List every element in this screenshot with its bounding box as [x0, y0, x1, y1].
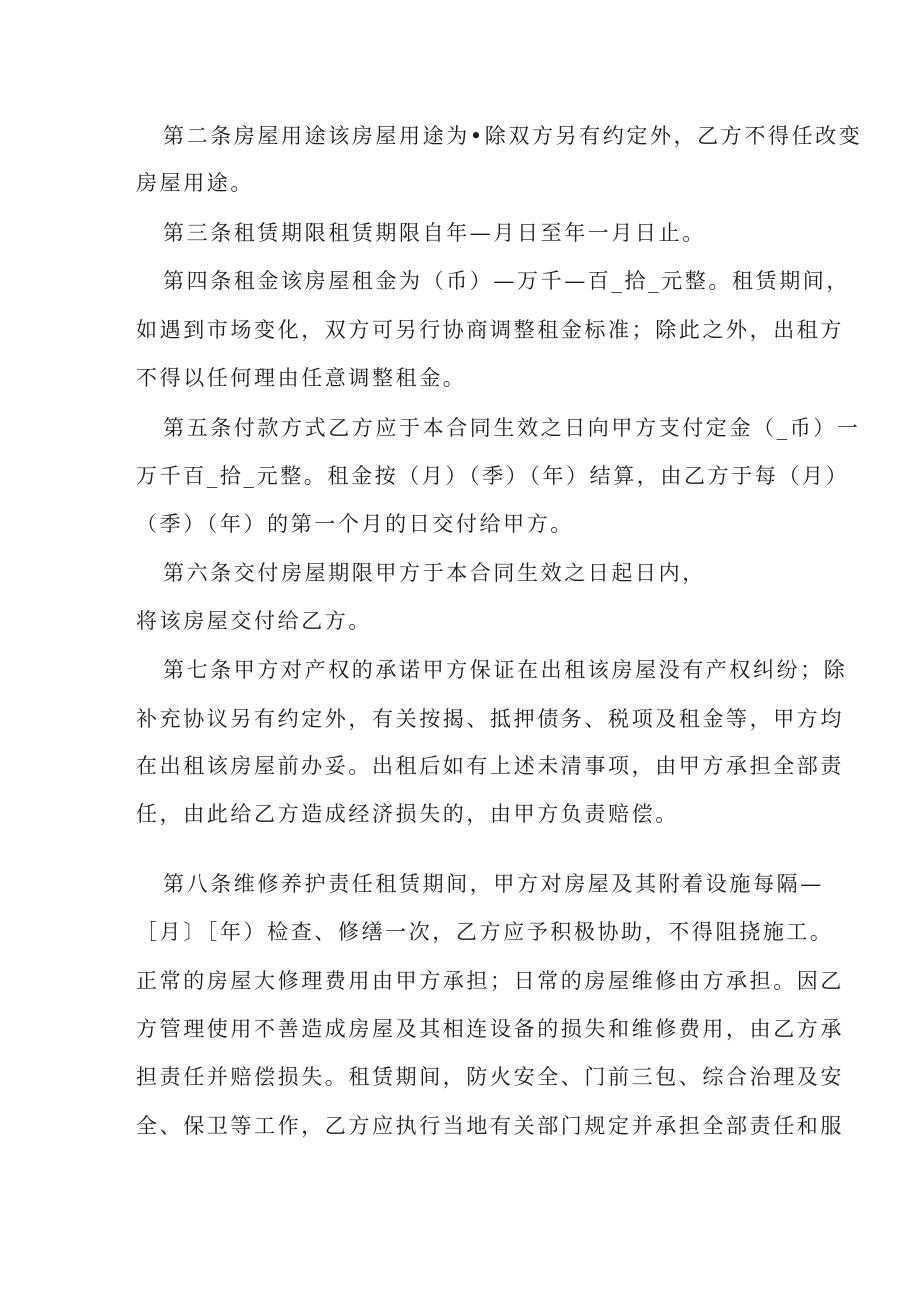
text-line-8: 万千百_拾_元整。租金按（月）（季）（年）结算，由乙方于每（月） — [136, 464, 850, 488]
text-line-1: 第二条房屋用途该房屋用途为•除双方另有约定外，乙方不得任改变 — [163, 124, 863, 148]
text-line-18: 正常的房屋大修理费用由甲方承担；日常的房屋维修由方承担。因乙 — [136, 969, 844, 993]
text-line-2: 房屋用途。 — [136, 171, 254, 195]
text-line-13: 补充协议另有约定外，有关按揭、抵押债务、税项及租金等，甲方均 — [136, 707, 844, 731]
text-line-14: 在出租该房屋前办妥。出租后如有上述未清事项，由甲方承担全部责 — [136, 754, 844, 778]
text-line-9: （季）（年）的第一个月的日交付给甲方。 — [136, 512, 574, 536]
text-line-11: 将该房屋交付给乙方。 — [136, 609, 372, 633]
text-line-10: 第六条交付房屋期限甲方于本合同生效之日起日内， — [163, 561, 706, 585]
text-line-4: 第四条租金该房屋租金为（币）—万千—百_拾_元整。租赁期间， — [163, 269, 850, 293]
text-line-17: ［月〕［年）检查、修缮一次，乙方应予积极协助，不得阻挠施工。 — [136, 920, 834, 944]
text-line-21: 全、保卫等工作，乙方应执行当地有关部门规定并承担全部责任和服 — [136, 1114, 844, 1138]
text-line-7: 第五条付款方式乙方应于本合同生效之日向甲方支付定金（_币）一 — [163, 416, 861, 440]
text-line-20: 担责任并赔偿损失。租赁期间，防火安全、门前三包、综合治理及安 — [136, 1065, 844, 1089]
text-line-12: 第七条甲方对产权的承诺甲方保证在出租该房屋没有产权纠纷；除 — [163, 658, 848, 682]
text-line-6: 不得以任何理由任意调整租金。 — [136, 366, 467, 390]
text-line-15: 任，由此给乙方造成经济损失的，由甲方负责赔偿。 — [136, 802, 679, 826]
text-line-5: 如遇到市场变化，双方可另行协商调整租金标准；除此之外，出租方 — [136, 318, 844, 342]
text-line-19: 方管理使用不善造成房屋及其相连设备的损失和维修费用，由乙方承 — [136, 1017, 844, 1041]
text-line-16: 第八条维修养护责任租赁期间，甲方对房屋及其附着设施每隔— — [163, 872, 824, 896]
text-line-3: 第三条租赁期限租赁期限自年—月日至年一月日止。 — [163, 221, 706, 245]
